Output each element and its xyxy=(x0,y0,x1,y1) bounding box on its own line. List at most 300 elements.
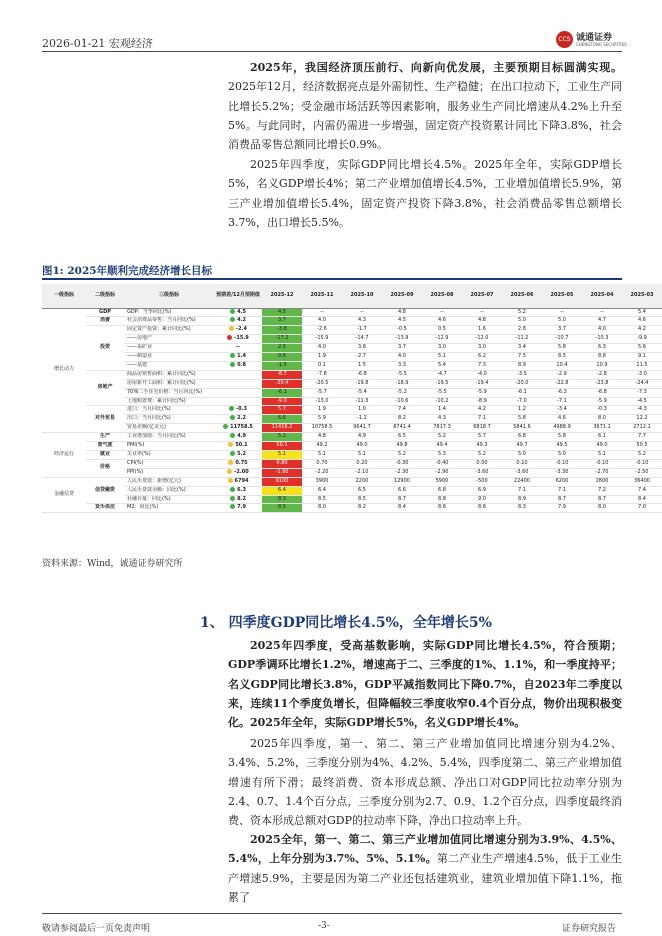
logo-badge: CCS xyxy=(556,31,573,48)
section1-paragraph-3 xyxy=(228,830,622,907)
figure-source: 资料来源：Wind，诚通证券研究所 xyxy=(42,559,183,569)
value-cell: 6.9 xyxy=(462,486,502,495)
level2-indicator: 投资 xyxy=(86,326,124,371)
dec-2025-cell: 8.3 xyxy=(262,495,302,504)
value-cell: 5.1 xyxy=(422,353,462,362)
footer-rule xyxy=(42,913,622,914)
expectation-value: -2.00 xyxy=(234,468,249,475)
dec-2025-cell: 9100 xyxy=(262,477,302,486)
value-cell: 1.9 xyxy=(302,406,342,415)
status-dot-icon xyxy=(230,504,235,509)
value-cell: 5.4 xyxy=(622,308,662,317)
level3-indicator: 工业增加值：当月同比(%) xyxy=(124,433,214,442)
value-cell: -10.3 xyxy=(582,335,622,344)
value-cell: 4.6 xyxy=(422,317,462,326)
dec-2025-cell: 50.1 xyxy=(262,442,302,451)
table-row xyxy=(42,406,662,415)
value-cell: 2.8 xyxy=(502,326,542,335)
value-cell: -12.0 xyxy=(462,335,502,344)
value-cell: 7.3 xyxy=(462,361,502,370)
value-cell: -0.5 xyxy=(382,326,422,335)
expectation-value: 0.75 xyxy=(235,459,248,466)
level2-indicator: 房地产 xyxy=(86,370,124,406)
value-cell: 50.5 xyxy=(622,442,662,451)
value-cell: 7.1 xyxy=(462,415,502,424)
level2-indicator: 对外贸易 xyxy=(86,406,124,433)
level3-indicator: ——制造业 xyxy=(124,353,214,362)
value-cell: 7.9 xyxy=(542,504,582,513)
expectation-value: 5.2 xyxy=(237,451,246,457)
table-row xyxy=(42,353,662,362)
status-dot-icon xyxy=(228,478,233,483)
value-cell: 8.8 xyxy=(582,353,622,362)
expectation-value: -15.9 xyxy=(234,335,249,342)
value-cell: -3.30 xyxy=(542,468,582,477)
value-cell: -12.9 xyxy=(422,335,462,344)
value-cell: 8.4 xyxy=(382,504,422,513)
expectation-cell xyxy=(214,308,262,317)
value-cell: 6.6 xyxy=(382,486,422,495)
value-cell: 4.0 xyxy=(302,344,342,353)
value-cell: 7.1 xyxy=(542,486,582,495)
table-row xyxy=(42,451,662,460)
value-cell: -- xyxy=(342,308,382,317)
expectation-value: 8.2 xyxy=(237,495,246,502)
value-cell: -- xyxy=(302,308,342,317)
value-cell: -1.2 xyxy=(342,415,382,424)
expectation-cell xyxy=(214,451,262,460)
dec-2025-cell: -8.7 xyxy=(262,370,302,379)
value-cell: 7.4 xyxy=(382,406,422,415)
column-header: 2025-10 xyxy=(342,284,382,308)
expectation-cell xyxy=(214,495,262,504)
value-cell: -2.10 xyxy=(342,468,382,477)
table-row xyxy=(42,424,662,433)
level3-indicator: GDP：当季同比(%) xyxy=(124,308,214,317)
value-cell: 9641.7 xyxy=(342,424,382,433)
value-cell: 6.4 xyxy=(302,486,342,495)
dec-2025-cell: -9.0 xyxy=(262,397,302,406)
value-cell: 8.5 xyxy=(342,495,382,504)
value-cell: 8.0 xyxy=(582,415,622,424)
value-cell: -2.9 xyxy=(542,370,582,379)
value-cell: -5.9 xyxy=(462,388,502,397)
value-cell: -15.9 xyxy=(302,335,342,344)
value-cell: -10.7 xyxy=(542,335,582,344)
intro-p1-bold: 2025年，我国经济顶压前行、向新向优发展，主要预期目标圆满实现。 xyxy=(250,61,622,74)
value-cell: 8.8 xyxy=(462,504,502,513)
value-cell: 5.8 xyxy=(502,415,542,424)
table-row xyxy=(42,370,662,379)
value-cell: -0.10 xyxy=(542,459,582,468)
value-cell: 3.7 xyxy=(382,344,422,353)
expectation-cell xyxy=(214,406,262,415)
expectation-cell xyxy=(214,335,262,344)
value-cell: 5.4 xyxy=(422,361,462,370)
value-cell: 6.8 xyxy=(502,433,542,442)
value-cell: 3.7 xyxy=(542,326,582,335)
value-cell: -7.8 xyxy=(302,370,342,379)
column-header: 二级指标 xyxy=(86,284,124,308)
expectation-cell xyxy=(214,424,262,433)
value-cell: 1.4 xyxy=(422,406,462,415)
value-cell: 8.7 xyxy=(542,495,582,504)
value-cell: -7.0 xyxy=(502,397,542,406)
expectation-value: 1.4 xyxy=(237,353,246,360)
level3-indicator: PMI(%) xyxy=(124,442,214,451)
value-cell: 3671.1 xyxy=(582,424,622,433)
expectation-value: 50.1 xyxy=(235,442,248,449)
value-cell: 9.0 xyxy=(462,495,502,504)
value-cell: 8.8 xyxy=(422,495,462,504)
value-cell: 6.5 xyxy=(382,433,422,442)
column-header: 2025-11 xyxy=(302,284,342,308)
level3-indicator: ——采矿业 xyxy=(124,344,214,353)
expectation-value: 11758.5 xyxy=(230,424,253,431)
value-cell: -19.5 xyxy=(422,379,462,388)
expectation-value: 4.9 xyxy=(237,433,246,440)
level1-indicator: 经济运行 xyxy=(42,433,86,478)
logo-cn-text: 诚通证券 xyxy=(576,33,613,43)
expectation-cell xyxy=(214,388,262,397)
level2-indicator: 信贷融资 xyxy=(86,477,124,504)
dec-2025-cell: 4.5 xyxy=(262,308,302,317)
value-cell: -6.3 xyxy=(542,388,582,397)
table-row xyxy=(42,335,662,344)
value-cell: 11.5 xyxy=(622,361,662,370)
expectation-cell xyxy=(214,468,262,477)
expectation-cell xyxy=(214,379,262,388)
level1-indicator: 增长动力 xyxy=(42,308,86,433)
value-cell: 8.9 xyxy=(502,495,542,504)
value-cell: 49.3 xyxy=(462,442,502,451)
value-cell: 3.3 xyxy=(382,361,422,370)
value-cell: 6.5 xyxy=(342,486,382,495)
column-header: 预期差/12月预期值 xyxy=(214,284,262,308)
expectation-value: -0.3 xyxy=(236,406,247,413)
value-cell: 49.4 xyxy=(422,442,462,451)
value-cell: 49.2 xyxy=(302,442,342,451)
value-cell: 8741.4 xyxy=(382,424,422,433)
table-row xyxy=(42,361,662,370)
value-cell: -3.5 xyxy=(502,370,542,379)
value-cell: 49.5 xyxy=(542,442,582,451)
value-cell: 4.3 xyxy=(342,317,382,326)
value-cell: 5.0 xyxy=(542,317,582,326)
expectation-cell xyxy=(214,415,262,424)
dec-2025-cell: -17.2 xyxy=(262,335,302,344)
value-cell: -10.2 xyxy=(422,397,462,406)
value-cell: 2200 xyxy=(342,477,382,486)
value-cell: -0.30 xyxy=(382,459,422,468)
value-cell: -- xyxy=(542,308,582,317)
status-dot-icon xyxy=(230,353,235,358)
dec-2025-cell: 5.2 xyxy=(262,433,302,442)
value-cell: 4.6 xyxy=(622,317,662,326)
value-cell: -5.2 xyxy=(382,388,422,397)
value-cell: 4.9 xyxy=(342,433,382,442)
footer-page-number: -3- xyxy=(318,921,330,931)
value-cell: 0.5 xyxy=(422,326,462,335)
section-1-title: 1、 四季度GDP同比增长4.5%，全年增长5% xyxy=(200,615,492,631)
value-cell: -7.1 xyxy=(542,397,582,406)
value-cell: 12900 xyxy=(382,477,422,486)
value-cell: 3900 xyxy=(302,477,342,486)
level3-indicator: 人民币贷款：新增(亿元) xyxy=(124,477,214,486)
value-cell: -0.10 xyxy=(582,459,622,468)
value-cell: -500 xyxy=(462,477,502,486)
value-cell: 4.2 xyxy=(462,406,502,415)
expectation-cell xyxy=(214,433,262,442)
value-cell: -20.5 xyxy=(302,379,342,388)
level3-indicator: PPI(%) xyxy=(124,468,214,477)
level3-indicator: 社会消费品零售：当月同比(%) xyxy=(124,317,214,326)
value-cell: 49.0 xyxy=(582,442,622,451)
header-rule xyxy=(42,51,622,52)
value-cell: -19.8 xyxy=(342,379,382,388)
status-dot-icon xyxy=(227,335,232,340)
expectation-cell xyxy=(214,459,262,468)
table-row xyxy=(42,308,662,317)
value-cell: 0.20 xyxy=(342,459,382,468)
value-cell: 5.8 xyxy=(542,433,582,442)
value-cell: 0.1 xyxy=(302,361,342,370)
value-cell: 8.7 xyxy=(582,495,622,504)
value-cell: 5.2 xyxy=(502,308,542,317)
value-cell: -11.3 xyxy=(342,397,382,406)
expectation-value: 4.2 xyxy=(237,317,246,324)
value-cell: 5.3 xyxy=(422,451,462,460)
value-cell: -13.0 xyxy=(302,397,342,406)
dec-2025-cell: -20.4 xyxy=(262,379,302,388)
value-cell: 2.7 xyxy=(342,353,382,362)
value-cell: -11.2 xyxy=(502,335,542,344)
column-header: 2025-06 xyxy=(502,284,542,308)
value-cell: 1.0 xyxy=(342,406,382,415)
value-cell: 4.8 xyxy=(382,308,422,317)
status-dot-icon xyxy=(229,406,234,411)
value-cell: 8.2 xyxy=(342,504,382,513)
value-cell: 6.3 xyxy=(582,344,622,353)
expectation-cell xyxy=(214,486,262,495)
dec-2025-cell: 11418.2 xyxy=(262,424,302,433)
table-row xyxy=(42,433,662,442)
value-cell: 8.5 xyxy=(302,495,342,504)
expectation-cell xyxy=(214,442,262,451)
table-row xyxy=(42,442,662,451)
level3-indicator: 商品房销售面积：累计同比(%) xyxy=(124,370,214,379)
status-dot-icon xyxy=(230,496,235,501)
footer-disclaimer: 敬请参阅最后一页免责声明 xyxy=(42,924,151,934)
table-row xyxy=(42,477,662,486)
value-cell: -1.7 xyxy=(342,326,382,335)
level2-indicator: 价格 xyxy=(86,459,124,477)
level1-indicator: 金融信贷 xyxy=(42,477,86,513)
value-cell: 4.6 xyxy=(542,415,582,424)
header-date-section: 2026-01-21 宏观经济 xyxy=(42,37,153,50)
table-row xyxy=(42,486,662,495)
value-cell: 3.0 xyxy=(462,344,502,353)
value-cell: -19.4 xyxy=(462,379,502,388)
expectation-value: 2.2 xyxy=(237,415,246,422)
table-row xyxy=(42,459,662,468)
value-cell: 5841.6 xyxy=(502,424,542,433)
column-header: 2025-08 xyxy=(422,284,462,308)
expectation-value: 6794 xyxy=(234,477,249,484)
value-cell: 8.0 xyxy=(582,504,622,513)
level3-indicator: ——房地产 xyxy=(124,335,214,344)
level3-indicator: 出口：当月同比(%) xyxy=(124,415,214,424)
value-cell: -- xyxy=(422,308,462,317)
value-cell: -7.3 xyxy=(622,388,662,397)
level3-indicator: 房屋新开工面积：累计同比(%) xyxy=(124,379,214,388)
value-cell: -3.0 xyxy=(622,370,662,379)
value-cell: 8.9 xyxy=(502,361,542,370)
expectation-cell xyxy=(214,370,262,379)
value-cell: -4.5 xyxy=(622,397,662,406)
level2-indicator: 生产 xyxy=(86,433,124,442)
figure-title: 图1: 2025年顺利完成经济增长目标 xyxy=(42,265,213,277)
dec-2025-cell: -3.8 xyxy=(262,326,302,335)
section1-p3-bold: 2025全年，第一、第二、第三产业增加值同比增速分别为3.9%、4.5%、5.4%，上年分别为3.7%、5%、5.1%。 xyxy=(228,833,622,866)
level3-indicator: CPI(%) xyxy=(124,459,214,468)
value-cell: 5.0 xyxy=(502,317,542,326)
economic-indicator-table xyxy=(42,284,654,540)
level2-indicator: GDP xyxy=(86,308,124,317)
value-cell: -14.7 xyxy=(342,335,382,344)
value-cell: 8.4 xyxy=(622,495,662,504)
value-cell: -13.9 xyxy=(382,335,422,344)
value-cell: -8.9 xyxy=(462,397,502,406)
value-cell: 8.2 xyxy=(382,415,422,424)
value-cell: 4.0 xyxy=(582,326,622,335)
column-header: 2025-04 xyxy=(582,284,622,308)
value-cell: 2712.1 xyxy=(622,424,662,433)
expectation-cell xyxy=(214,353,262,362)
level2-indicator: 货币供应 xyxy=(86,504,124,513)
value-cell: 7.7 xyxy=(622,433,662,442)
intro-paragraph-1 xyxy=(228,58,622,154)
value-cell: 49.0 xyxy=(342,442,382,451)
level3-indicator: 社融存量：同比(%) xyxy=(124,495,214,504)
expectation-cell xyxy=(214,326,262,335)
value-cell: 1.5 xyxy=(342,361,382,370)
value-cell: 5.2 xyxy=(422,433,462,442)
table-row xyxy=(42,495,662,504)
dec-2025-cell: 3.7 xyxy=(262,317,302,326)
value-cell: -6.8 xyxy=(582,388,622,397)
column-header: 2025-07 xyxy=(462,284,502,308)
column-header: 三级指标 xyxy=(124,284,214,308)
value-cell: -4.0 xyxy=(462,370,502,379)
level3-indicator: M2：同比(%) xyxy=(124,504,214,513)
level2-indicator: 消费 xyxy=(86,317,124,326)
value-cell: 6.1 xyxy=(582,433,622,442)
expectation-value: 6.3 xyxy=(237,486,246,493)
table-header-row xyxy=(42,284,662,308)
value-cell: 8.5 xyxy=(542,353,582,362)
dec-2025-cell: -6.1 xyxy=(262,388,302,397)
value-cell: -3.4 xyxy=(542,406,582,415)
expectation-value: -- xyxy=(235,344,241,351)
table-row xyxy=(42,504,662,513)
status-dot-icon xyxy=(230,309,235,314)
level2-indicator: 景气度 xyxy=(86,442,124,451)
value-cell: 3.4 xyxy=(502,344,542,353)
footer-report-type: 证券研究报告 xyxy=(562,924,617,934)
value-cell: 7.1 xyxy=(502,486,542,495)
level3-indicator: ——基建 xyxy=(124,361,214,370)
table-row xyxy=(42,415,662,424)
value-cell: -0.10 xyxy=(622,459,662,468)
value-cell: 5.1 xyxy=(302,451,342,460)
value-cell: 9.1 xyxy=(622,353,662,362)
value-cell: 3.8 xyxy=(342,344,382,353)
dec-2025-cell: 8.5 xyxy=(262,504,302,513)
column-header: 2025-03 xyxy=(622,284,662,308)
value-cell: 8.0 xyxy=(302,504,342,513)
value-cell: 5.2 xyxy=(382,451,422,460)
dec-2025-cell: 5.1 xyxy=(262,451,302,460)
table-row xyxy=(42,326,662,335)
value-cell: -2.30 xyxy=(382,468,422,477)
value-cell: -6.8 xyxy=(342,370,382,379)
value-cell: 8.3 xyxy=(502,504,542,513)
value-cell: 5.7 xyxy=(462,433,502,442)
table-row xyxy=(42,317,662,326)
value-cell: -2.50 xyxy=(622,468,662,477)
value-cell: -4.7 xyxy=(422,370,462,379)
status-dot-icon xyxy=(228,442,233,447)
status-dot-icon xyxy=(228,460,233,465)
value-cell: 6.2 xyxy=(462,353,502,362)
value-cell: 1.2 xyxy=(502,406,542,415)
value-cell: -20.0 xyxy=(502,379,542,388)
status-dot-icon xyxy=(223,424,228,429)
value-cell: 7.2 xyxy=(582,486,622,495)
section1-paragraph-1 xyxy=(228,636,622,732)
value-cell: 0.00 xyxy=(462,459,502,468)
value-cell: 3.0 xyxy=(422,344,462,353)
value-cell: 4988.9 xyxy=(542,424,582,433)
section1-p3-text: 第二产业生产增速4.5%，低于工业生产增速5.9%，主要是因为第二产业还包括建筑业，建筑业增加值下降1.1%，拖累了 xyxy=(228,852,623,904)
status-dot-icon xyxy=(230,317,235,322)
value-cell: 5.1 xyxy=(342,451,382,460)
value-cell: 5.2 xyxy=(462,451,502,460)
value-cell: 5900 xyxy=(422,477,462,486)
value-cell: -5.9 xyxy=(582,397,622,406)
value-cell: -- xyxy=(582,308,622,317)
status-dot-icon xyxy=(230,433,235,438)
value-cell: -2.6 xyxy=(302,326,342,335)
value-cell: -2.8 xyxy=(582,370,622,379)
value-cell: 6200 xyxy=(542,477,582,486)
level3-indicator: 70城二手住宅价格：当月同比(%) xyxy=(124,388,214,397)
value-cell: 6818.7 xyxy=(462,424,502,433)
company-logo xyxy=(556,28,627,50)
intro-paragraph-2: 2025年四季度，实际GDP同比增长4.5%。2025年全年，实际GDP增长5%，名义GDP增长4%；第二产业增加值增长4.5%，工业增加值增长5.9%，第三产业增加值增长5.4%，固定资产投资下降3.8%，社会消费品零售总额增长3.7%，出口增长5.5%。 xyxy=(228,158,622,229)
column-header: 2025-05 xyxy=(542,284,582,308)
value-cell: 7817.3 xyxy=(422,424,462,433)
status-dot-icon xyxy=(229,326,234,331)
dec-2025-cell: 2.5 xyxy=(262,344,302,353)
level3-indicator: 人民币贷款余额：同比(%) xyxy=(124,486,214,495)
expectation-cell xyxy=(214,477,262,486)
value-cell: 4.5 xyxy=(382,317,422,326)
table-row xyxy=(42,379,662,388)
dec-2025-cell: 5.7 xyxy=(262,406,302,415)
value-cell: 49.8 xyxy=(382,442,422,451)
